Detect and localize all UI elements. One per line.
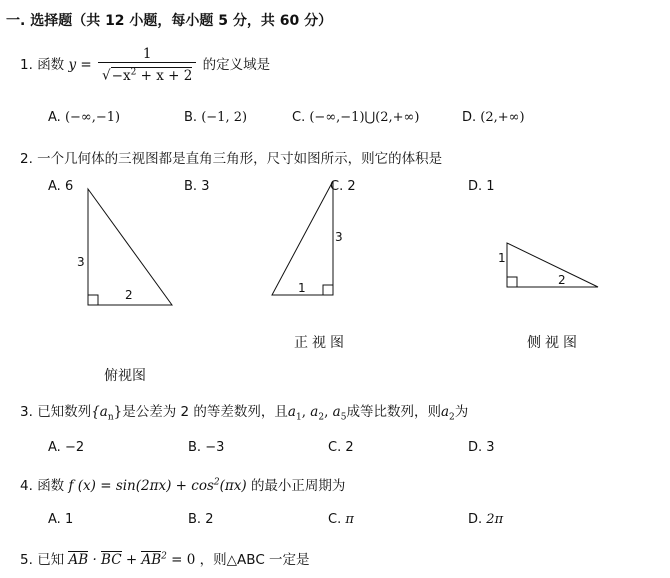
q1-option-c[interactable]: C. (−∞,−1)⋃(2,+∞) (292, 110, 420, 125)
q3-option-d[interactable]: D. 3 (468, 440, 495, 455)
top-view-side-label: 3 (77, 255, 85, 269)
section-title: 一. 选择题（共 12 小题，每小题 5 分，共 60 分） (6, 13, 333, 29)
q3-option-b[interactable]: B. −3 (188, 440, 225, 455)
top-view-caption: 俯视图 (104, 368, 146, 384)
q1-suffix: 的定义域是 (202, 56, 271, 73)
q1-number: 1. (20, 56, 33, 73)
question-5: 5. 已知 AB · BC + $AB^2 = 0$ ，则△ABC 一定是 (20, 551, 310, 568)
q4-formula: f $(x) = \sin(2\pi x) + \cos^2(\pi x)$ (68, 477, 247, 494)
q3-terms: $a_1$, $a_2$, $a_5$ (287, 404, 347, 423)
q1-prefix: 函数 (37, 56, 65, 73)
front-view-triangle (272, 181, 343, 295)
q4-option-a[interactable]: A. 1 (48, 512, 74, 527)
q3-option-c[interactable]: C. 2 (328, 440, 354, 455)
top-view-triangle (77, 189, 172, 305)
q2-option-b[interactable]: B. 3 (184, 179, 210, 194)
front-view-base-label: 1 (298, 281, 306, 295)
front-view-side-label: 3 (335, 230, 343, 244)
side-view-caption: 侧视图 (527, 335, 581, 351)
q1-denominator: $√-x^2 + x + 2$ (98, 62, 196, 85)
q4-option-d[interactable]: D. 2π (468, 512, 504, 527)
q3-ask: $a_2$ (440, 404, 455, 423)
q3-option-a[interactable]: A. −2 (48, 440, 85, 455)
q4-option-b[interactable]: B. 2 (188, 512, 214, 527)
q3-sequence: $\{a_n\}$ (91, 404, 123, 423)
q1-numerator: 1 (142, 46, 152, 62)
q1-option-d[interactable]: D. (2,+∞) (462, 110, 525, 125)
q1-formula: y = $\frac{1}{√-x^2 + x + 2}$ (68, 57, 202, 73)
side-view-base-label: 2 (558, 273, 566, 287)
q1-option-b[interactable]: B. (−1, 2) (184, 110, 248, 125)
q1-option-a[interactable]: A. (−∞,−1) (48, 110, 121, 125)
front-view-caption: 正视图 (294, 335, 348, 351)
side-view-side-label: 1 (498, 251, 506, 265)
q2-option-a[interactable]: A. 6 (48, 179, 74, 194)
q2-option-d[interactable]: D. 1 (468, 179, 495, 194)
side-view-triangle (498, 243, 598, 287)
top-view-base-label: 2 (125, 288, 133, 302)
question-3: 3. 已知数列$\{a_n\}$是公差为 2 的等差数列，且$a_1$, $a_2$, $a_5$成等比数列，则$a_2$为 (20, 404, 469, 423)
question-2: 2. 一个几何体的三视图都是直角三角形，尺寸如图所示，则它的体积是 (20, 151, 443, 167)
question-4: 4. 函数 f $(x) = \sin(2\pi x) + \cos^2(\pi x)$ 的最小正周期为 (20, 477, 346, 494)
q2-option-c[interactable]: C. 2 (330, 179, 356, 194)
q5-formula: AB · BC + $AB^2 = 0$ (68, 551, 196, 568)
q4-option-c[interactable]: C. π (328, 512, 354, 527)
